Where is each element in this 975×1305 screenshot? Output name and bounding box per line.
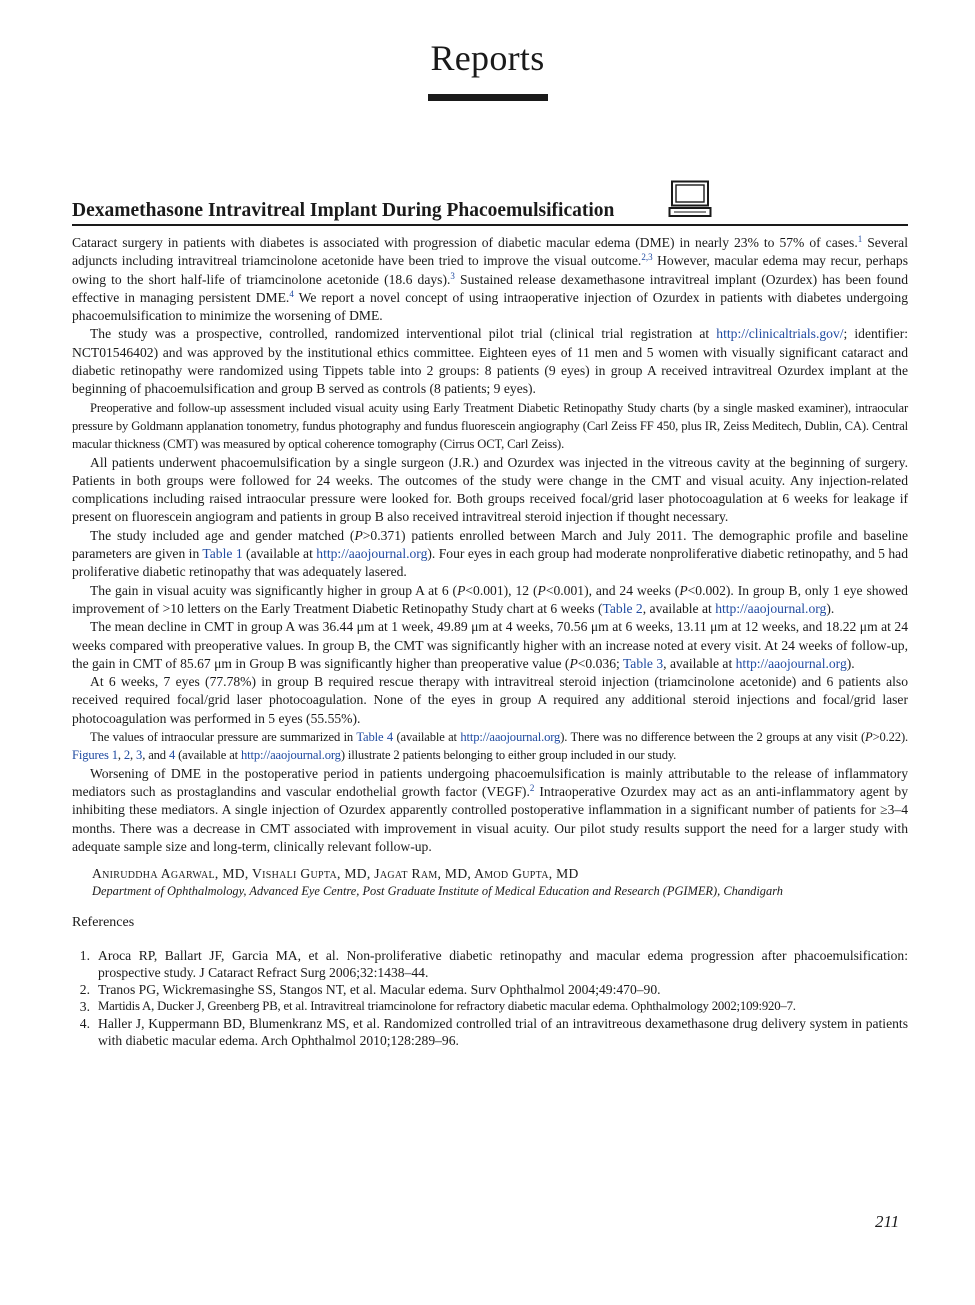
text-run: (available at	[393, 730, 461, 745]
text-run: <0.001), and 24 weeks (	[545, 582, 680, 598]
computer-icon	[668, 180, 712, 218]
citation-superscript[interactable]: 1	[857, 234, 863, 244]
reference-text: Martidis A, Ducker J, Greenberg PB, et al. Intravitreal triamcinolone for refractory diabetic macular edema. Ophthalmology 2002;109:920–7.	[98, 999, 796, 1014]
reference-item	[72, 1015, 908, 1049]
reference-item	[72, 947, 908, 981]
text-run: ,	[117, 748, 124, 763]
text-run: >0.371) patients enrolled between March and July 2011. The demographic profile and baseline parameters are given in	[72, 527, 908, 562]
text-run: ; identifier: NCT01546402) and was approved by the institutional ethics committee. Eighteen eyes of 11 men and 5 women with visually significant cataract and diabetic retinopathy were randomized using Tippets table into 2 groups: 8 patients (9 eyes) in group A received intravitreal Ozurdex implant at the beginning of phacoemulsification and group B served as controls (8 patients; 9 eyes).	[72, 326, 909, 397]
reference-text: Haller J, Kuppermann BD, Blumenkranz MS, et al. Randomized controlled trial of an intravitreous dexamethasone drug delivery system in patients with diabetic macular edema. Arch Ophthalmol 2010;128:289–96.	[98, 1016, 908, 1049]
text-run: <0.001), 12 (	[465, 582, 538, 598]
inline-link[interactable]: http://aaojournal.org	[316, 546, 428, 562]
reference-number: 2.	[79, 982, 90, 998]
text-run: Several adjuncts including intravitreal triamcinolone acetonide have been tried to improve the visual outcome.	[72, 235, 908, 269]
article-body	[72, 234, 908, 856]
text-run: Intraoperative Ozurdex may act as an anti-inflammatory agent by inhibiting these mediators. A single injection of Ozurdex apparently controlled postoperative inflammation in a significant number of patients for ≥3–4 months. There was a decrease in CMT associated with improvement in visual acuity. Our pilot study results support the need for a larger study with adequate sample size and long-term, clinically relevant follow-up.	[72, 783, 908, 854]
text-run: , and	[142, 748, 169, 763]
article-title: Dexamethasone Intravitreal Implant During Phacoemulsification	[72, 199, 615, 221]
section-title-bar	[428, 94, 548, 101]
reference-text: Aroca RP, Ballart JF, Garcia MA, et al. Non-proliferative diabetic retinopathy and macular edema progression after phacoemulsification: prospective study. J Cataract Refract Surg 2006;32:1438–44.	[98, 948, 908, 981]
text-run: Cataract surgery in patients with diabetes is associated with progression of diabetic macular edema (DME) in nearly 23% to 57% of cases.	[72, 235, 858, 250]
text-run: At 6 weeks, 7 eyes (77.78%) in group B required rescue therapy with intravitreal steroid injection (triamcinolone acetonide) and 6 patients also received required focal/grid laser photocoagulation. None of the eyes in group A required any additional steroid injections and focal/grid laser photocoagulation was performed in 5 eyes (55.55%).	[72, 674, 908, 726]
page-number: 211	[875, 1212, 900, 1231]
inline-link[interactable]: 4	[168, 748, 176, 763]
paragraph	[72, 454, 908, 527]
author-affiliation: Department of Ophthalmology, Advanced Eye Centre, Post Graduate Institute of Medical Education and Research (PGIMER), Chandigarh	[92, 884, 783, 899]
text-run: <0.036;	[577, 655, 623, 671]
inline-link[interactable]: Table 4	[356, 730, 394, 745]
text-run: ) illustrate 2 patients belonging to either group included in our study.	[340, 748, 677, 763]
citation-superscript[interactable]: 2	[529, 782, 535, 793]
inline-link[interactable]: 3	[136, 748, 143, 763]
text-run: The study included age and gender matched (	[90, 527, 355, 543]
text-run: The mean decline in CMT in group A was 36.44 μm at 1 week, 49.89 μm at 4 weeks, 70.56 μm at 6 weeks, 13.11 μm at 12 weeks, and 18.22 μm at 24 weeks compared with preoperative values. In group B, the CMT was significantly higher with an increase noted at every visit. At 24 weeks of follow-up, the gain in CMT of 85.67 μm in Group B was significantly higher than preoperative value (	[72, 619, 908, 671]
citation-superscript[interactable]: 3	[450, 270, 455, 281]
author-list: Aniruddha Agarwal, MD, Vishali Gupta, MD, Jagat Ram, MD, Amod Gupta, MD	[92, 866, 579, 882]
text-run: The study was a prospective, controlled, randomized interventional pilot trial (clinical trial registration at	[90, 326, 717, 342]
text-run: ).	[846, 655, 855, 671]
text-run: Worsening of DME in the postoperative period in patients undergoing phacoemulsification is mainly attributable to the release of inflammatory mediators such as prostaglandins and vascular endothelial growth factor (VEGF).	[72, 765, 908, 799]
text-run: All patients underwent phacoemulsification by a single surgeon (J.R.) and Ozurdex was injected in the vitreous cavity at the beginning of surgery. Patients in both groups were followed for 24 weeks. The outcomes of the study were change in the CMT and visual acuity. Any injection-related complications including raised intraocular pressure were looked for. Both groups received focal/grid laser photocoagulation at 6 weeks for leakage if present on fluorescein angiogram and patients in group B also received intravitreal steroid injection if thought necessary.	[72, 454, 908, 525]
inline-link[interactable]: Table 1	[202, 546, 243, 562]
citation-superscript[interactable]: 4	[289, 288, 294, 299]
paragraph	[72, 325, 908, 398]
inline-link[interactable]: http://clinicaltrials.gov/	[716, 326, 844, 342]
inline-link[interactable]: 2	[123, 748, 131, 763]
reference-number: 3.	[79, 999, 90, 1015]
text-run: , available at	[663, 655, 736, 671]
text-run: The gain in visual acuity was significantly higher in group A at 6 (	[90, 582, 458, 598]
paragraph	[72, 728, 908, 765]
reference-number: 4.	[79, 1016, 90, 1032]
paragraph	[72, 234, 908, 325]
paragraph	[72, 673, 908, 728]
italic-symbol: P	[865, 730, 873, 745]
article-title-row	[72, 180, 908, 226]
italic-symbol: P	[569, 655, 578, 671]
italic-symbol: P	[537, 582, 546, 598]
inline-link[interactable]: Table 3	[622, 655, 664, 671]
reference-number: 1.	[79, 948, 90, 964]
reference-item	[72, 981, 908, 998]
inline-link[interactable]: Figures 1	[72, 748, 118, 763]
text-run: We report a novel concept of using intraoperative injection of Ozurdex in patients with diabetes undergoing phacoemulsification to minimize the worsening of DME.	[72, 289, 908, 324]
text-run: <0.002). In group B, only 1 eye showed improvement of >10 letters on the Early Treatment Diabetic Retinopathy Study chart at 6 weeks (	[72, 582, 908, 616]
paragraph	[72, 399, 908, 454]
text-run: (available at	[175, 748, 242, 763]
inline-link[interactable]: http://aaojournal.org	[241, 748, 341, 763]
references-list	[72, 947, 908, 1049]
section-header	[0, 40, 975, 101]
italic-symbol: P	[679, 582, 688, 598]
text-run: , available at	[642, 600, 716, 616]
text-run: ). Four eyes in each group had moderate nonproliferative diabetic retinopathy, and 5 had proliferative diabetic retinopathy that was adequately lasered.	[72, 546, 908, 580]
section-title: Reports	[430, 38, 545, 78]
paragraph	[72, 582, 908, 619]
text-run: Sustained release dexamethasone intravitreal implant (Ozurdex) has been found effective in managing persistent DME.	[72, 271, 908, 305]
reference-item	[72, 998, 908, 1015]
inline-link[interactable]: http://aaojournal.org	[460, 730, 561, 745]
paragraph	[72, 618, 908, 673]
citation-superscript[interactable]: 2,3	[641, 252, 653, 263]
inline-link[interactable]: Table 2	[602, 600, 643, 616]
references-heading: References	[72, 915, 135, 931]
text-run: Preoperative and follow-up assessment included visual acuity using Early Treatment Diabetic Retinopathy Study charts (by a single masked examiner), intraocular pressure by Goldmann applanation tonometry, fundus photography and fundus fluorescein angiography (Carl Zeiss FF 450, plus IR, Zeiss Meditech, Dublin, CA). Central macular thickness (CMT) was measured by optical coherence tomography (Cirrus OCT, Carl Zeiss).	[72, 400, 908, 452]
paragraph	[72, 765, 908, 856]
text-run: ,	[130, 748, 137, 763]
article	[72, 180, 908, 1049]
italic-symbol: P	[457, 582, 466, 598]
paragraph	[72, 527, 908, 582]
text-run: ). There was no difference between the 2 groups at any visit (	[560, 730, 866, 745]
reference-text: Tranos PG, Wickremasinghe SS, Stangos NT, et al. Macular edema. Surv Ophthalmol 2004;49:470–90.	[98, 982, 661, 998]
text-run: ).	[826, 600, 835, 616]
text-run: The values of intraocular pressure are summarized in	[90, 730, 357, 745]
inline-link[interactable]: http://aaojournal.org	[735, 655, 847, 671]
italic-symbol: P	[354, 527, 363, 543]
inline-link[interactable]: http://aaojournal.org	[715, 600, 827, 616]
text-run: (available at	[242, 546, 317, 562]
text-run: >0.22).	[872, 730, 908, 745]
text-run: However, macular edema may recur, perhaps owing to the short half-life of triamcinolone acetonide (18.6 days).	[72, 253, 909, 287]
